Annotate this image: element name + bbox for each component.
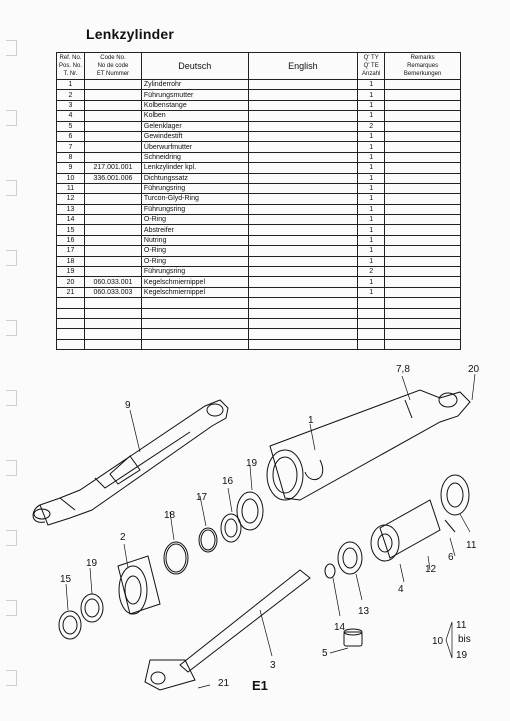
table-row	[57, 142, 461, 152]
cell-en	[248, 80, 358, 90]
callout-label: 19	[246, 458, 258, 469]
cell-qty: 1	[358, 183, 385, 193]
table-row	[57, 235, 461, 245]
cell-en	[248, 298, 358, 308]
cell-de: Überwurfmutter	[141, 142, 248, 152]
cell-de: Turcon-Glyd-Ring	[141, 194, 248, 204]
callout-label: 6	[448, 552, 454, 563]
table-row	[57, 329, 461, 339]
cell-code	[84, 100, 141, 110]
table-row	[57, 298, 461, 308]
cell-qty: 1	[358, 215, 385, 225]
callout-label: 7,8	[396, 364, 410, 375]
cell-code	[84, 183, 141, 193]
cell-en	[248, 204, 358, 214]
cell-de: Führungsmutter	[141, 90, 248, 100]
cell-ref	[57, 298, 85, 308]
page-code: E1	[252, 678, 268, 693]
cell-de: Führungsring	[141, 267, 248, 277]
cell-code	[84, 111, 141, 121]
parts-table	[56, 52, 461, 350]
table-row	[57, 287, 461, 297]
cell-rem	[385, 329, 461, 339]
cell-ref: 14	[57, 215, 85, 225]
table-row	[57, 339, 461, 349]
callout-labels	[60, 364, 480, 689]
cell-ref	[57, 339, 85, 349]
cell-en	[248, 277, 358, 287]
cell-code	[84, 215, 141, 225]
cell-ref: 21	[57, 287, 85, 297]
cell-en	[248, 100, 358, 110]
cell-de: Kolben	[141, 111, 248, 121]
cell-code	[84, 80, 141, 90]
cell-en	[248, 329, 358, 339]
table-row	[57, 204, 461, 214]
cell-rem	[385, 246, 461, 256]
cell-code	[84, 267, 141, 277]
cell-en	[248, 267, 358, 277]
cell-code	[84, 298, 141, 308]
cell-rem	[385, 131, 461, 141]
cell-en	[248, 318, 358, 328]
cell-qty: 1	[358, 204, 385, 214]
callout-label: 1	[308, 415, 314, 426]
cell-qty: 1	[358, 225, 385, 235]
cell-de: Gelenklager	[141, 121, 248, 131]
callout-label: 19	[86, 558, 98, 569]
cell-de: O-Ring	[141, 246, 248, 256]
cell-de: Abstreifer	[141, 225, 248, 235]
cell-ref	[57, 318, 85, 328]
cell-en	[248, 225, 358, 235]
cell-de	[141, 329, 248, 339]
cell-qty	[358, 329, 385, 339]
header-code: Code No. No de code ET Nummer	[84, 53, 141, 80]
cell-code	[84, 121, 141, 131]
cell-code	[84, 204, 141, 214]
cell-code: 060.033.001	[84, 277, 141, 287]
cell-qty: 1	[358, 163, 385, 173]
callout-label: 11	[466, 540, 477, 551]
cell-ref: 16	[57, 235, 85, 245]
assembled-cylinder	[33, 400, 228, 525]
cell-de	[141, 298, 248, 308]
cell-ref	[57, 308, 85, 318]
cell-en	[248, 142, 358, 152]
cell-qty: 1	[358, 152, 385, 162]
cell-rem	[385, 225, 461, 235]
callout-label: 9	[125, 400, 131, 411]
cell-ref: 1	[57, 80, 85, 90]
header-ref: Ref. No. Pos. No. T. Nr.	[57, 53, 85, 80]
cylinder-tube	[267, 390, 470, 500]
table-row	[57, 256, 461, 266]
cell-code	[84, 308, 141, 318]
cell-rem	[385, 142, 461, 152]
cell-code	[84, 194, 141, 204]
cell-code	[84, 318, 141, 328]
cell-en	[248, 90, 358, 100]
cell-en	[248, 152, 358, 162]
cell-ref: 19	[57, 267, 85, 277]
cell-qty: 1	[358, 246, 385, 256]
callout-label: 13	[358, 606, 370, 617]
cell-code	[84, 142, 141, 152]
cell-qty: 1	[358, 194, 385, 204]
cell-de	[141, 339, 248, 349]
cell-en	[248, 235, 358, 245]
cell-en	[248, 215, 358, 225]
cell-rem	[385, 287, 461, 297]
table-row	[57, 225, 461, 235]
table-row	[57, 121, 461, 131]
cell-qty: 1	[358, 100, 385, 110]
cell-qty: 1	[358, 256, 385, 266]
cell-rem	[385, 183, 461, 193]
cell-de	[141, 318, 248, 328]
cell-qty: 1	[358, 111, 385, 121]
table-row	[57, 194, 461, 204]
cell-de: Schneidring	[141, 152, 248, 162]
cell-qty	[358, 339, 385, 349]
cell-en	[248, 339, 358, 349]
callout-label: 2	[120, 532, 126, 543]
callout-label: 11	[456, 620, 467, 631]
cell-rem	[385, 339, 461, 349]
cell-rem	[385, 152, 461, 162]
cell-ref: 13	[57, 204, 85, 214]
cell-code	[84, 329, 141, 339]
cell-de: Lenkzylinder kpl.	[141, 163, 248, 173]
callout-label: 15	[60, 574, 72, 585]
callout-label: 3	[270, 660, 276, 671]
cell-de: Kegelschmiernippel	[141, 287, 248, 297]
callout-label: 14	[334, 622, 346, 633]
cell-ref: 17	[57, 246, 85, 256]
cell-ref: 4	[57, 111, 85, 121]
cell-rem	[385, 204, 461, 214]
document-title: Lenkzylinder	[86, 26, 174, 42]
cell-de: Dichtungssatz	[141, 173, 248, 183]
cell-rem	[385, 121, 461, 131]
cell-qty: 2	[358, 267, 385, 277]
cell-ref: 20	[57, 277, 85, 287]
callout-label: 4	[398, 584, 404, 595]
cell-qty: 1	[358, 80, 385, 90]
cell-de: O-Ring	[141, 215, 248, 225]
cell-en	[248, 121, 358, 131]
table-row	[57, 173, 461, 183]
cell-rem	[385, 163, 461, 173]
cell-de: Kegelschmiernippel	[141, 277, 248, 287]
cell-rem	[385, 267, 461, 277]
cell-code: 060.033.003	[84, 287, 141, 297]
cell-qty: 1	[358, 287, 385, 297]
cell-en	[248, 183, 358, 193]
cell-code: 217.001.001	[84, 163, 141, 173]
header-remarks: Remarks Remarques Bemerkungen	[385, 53, 461, 80]
cell-de: Gewindestift	[141, 131, 248, 141]
cell-de	[141, 308, 248, 318]
cell-ref: 9	[57, 163, 85, 173]
cell-en	[248, 256, 358, 266]
exploded-view-diagram	[0, 360, 510, 721]
cell-ref: 11	[57, 183, 85, 193]
cell-code	[84, 152, 141, 162]
cell-code: 336.001.006	[84, 173, 141, 183]
callout-leaders	[66, 374, 475, 688]
cell-qty	[358, 298, 385, 308]
cell-en	[248, 173, 358, 183]
cell-ref: 12	[57, 194, 85, 204]
cell-code	[84, 235, 141, 245]
cell-ref: 10	[57, 173, 85, 183]
cell-en	[248, 287, 358, 297]
cell-rem	[385, 194, 461, 204]
cell-rem	[385, 298, 461, 308]
table-row	[57, 152, 461, 162]
table-row	[57, 100, 461, 110]
cell-qty: 1	[358, 142, 385, 152]
cell-code	[84, 339, 141, 349]
cell-code	[84, 131, 141, 141]
table-row	[57, 267, 461, 277]
callout-label: 18	[164, 510, 176, 521]
table-row	[57, 131, 461, 141]
cell-qty	[358, 308, 385, 318]
cell-qty	[358, 318, 385, 328]
cell-rem	[385, 308, 461, 318]
cell-ref: 8	[57, 152, 85, 162]
cell-qty: 2	[358, 121, 385, 131]
cell-rem	[385, 215, 461, 225]
cell-ref: 15	[57, 225, 85, 235]
cell-ref: 2	[57, 90, 85, 100]
cell-en	[248, 308, 358, 318]
table-row	[57, 246, 461, 256]
cell-ref: 7	[57, 142, 85, 152]
callout-label: bis	[458, 634, 471, 645]
cell-rem	[385, 235, 461, 245]
callout-label: 20	[468, 364, 480, 375]
table-row	[57, 80, 461, 90]
cell-qty: 1	[358, 173, 385, 183]
cell-code	[84, 246, 141, 256]
header-qty: Q' TY Q' TE Anzahl	[358, 53, 385, 80]
table-row	[57, 90, 461, 100]
table-row	[57, 277, 461, 287]
table-row	[57, 183, 461, 193]
callout-label: 21	[218, 678, 230, 689]
cell-de: Führungsring	[141, 204, 248, 214]
callout-label: 19	[456, 650, 468, 661]
cell-rem	[385, 173, 461, 183]
table-row	[57, 308, 461, 318]
cell-en	[248, 163, 358, 173]
cell-rem	[385, 90, 461, 100]
callout-label: 16	[222, 476, 234, 487]
header-deutsch: Deutsch	[141, 53, 248, 80]
table-row	[57, 215, 461, 225]
cell-de: O-Ring	[141, 256, 248, 266]
cell-de: Führungsring	[141, 183, 248, 193]
cell-qty: 1	[358, 277, 385, 287]
cell-de: Zylinderrohr	[141, 80, 248, 90]
cell-qty: 1	[358, 235, 385, 245]
cell-en	[248, 246, 358, 256]
callout-label: 17	[196, 492, 208, 503]
cell-rem	[385, 80, 461, 90]
callout-label: 10	[432, 636, 444, 647]
cell-ref: 3	[57, 100, 85, 110]
cell-en	[248, 194, 358, 204]
table-header-row	[57, 53, 461, 80]
cell-code	[84, 225, 141, 235]
cell-en	[248, 111, 358, 121]
cell-qty: 1	[358, 131, 385, 141]
cell-en	[248, 131, 358, 141]
cell-rem	[385, 318, 461, 328]
cell-code	[84, 256, 141, 266]
cell-rem	[385, 256, 461, 266]
table-row	[57, 318, 461, 328]
cell-ref: 5	[57, 121, 85, 131]
cell-rem	[385, 100, 461, 110]
cell-de: Kolbenstange	[141, 100, 248, 110]
cell-rem	[385, 277, 461, 287]
cell-de: Nutring	[141, 235, 248, 245]
cell-qty: 1	[358, 90, 385, 100]
callout-label: 12	[425, 564, 437, 575]
callout-label: 5	[322, 648, 328, 659]
table-row	[57, 163, 461, 173]
header-english: English	[248, 53, 358, 80]
cell-ref: 18	[57, 256, 85, 266]
cell-ref: 6	[57, 131, 85, 141]
cell-rem	[385, 111, 461, 121]
piston-rod	[145, 570, 310, 690]
table-row	[57, 111, 461, 121]
cell-code	[84, 90, 141, 100]
cell-ref	[57, 329, 85, 339]
